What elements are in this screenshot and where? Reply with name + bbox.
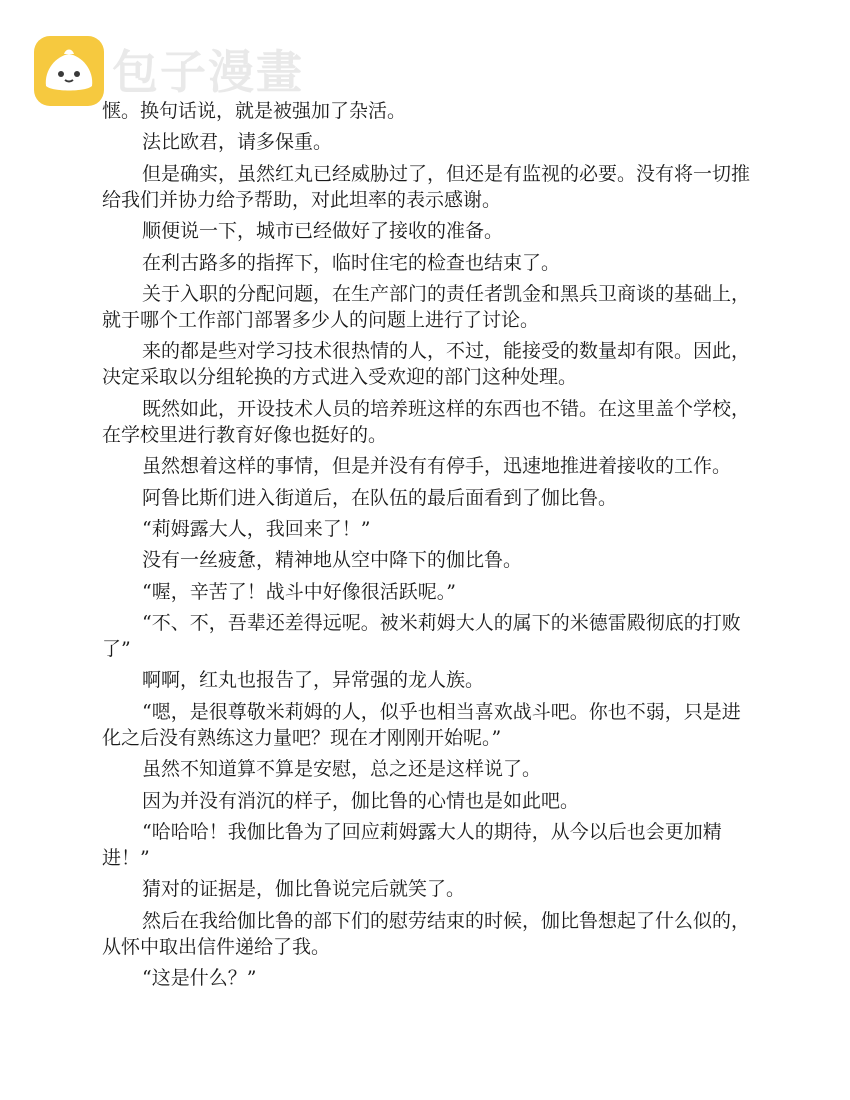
paragraph: 顺便说一下，城市已经做好了接收的准备。 [142,220,504,243]
paragraph: “嗯，是很尊敬米莉姆的人，似乎也相当喜欢战斗吧。你也不弱，只是进化之后没有熟练这力量吧？现在才刚刚开始呢。” [102,700,741,749]
paragraph: 但是确实，虽然红丸已经威胁过了，但还是有监视的必要。没有将一切推给我们并协力给予帮助，对此坦率的表示感谢。 [102,162,751,211]
paragraph: 法比欧君，请多保重。 [142,131,333,154]
paragraph: “这是什么？” [142,967,257,990]
watermark-text: 包子漫畫 [112,45,304,99]
paragraph: 虽然不知道算不算是安慰，总之还是这样说了。 [142,758,542,781]
paragraph: 因为并没有消沉的样子，伽比鲁的心情也是如此吧。 [142,789,580,812]
paragraph: 啊啊，红丸也报告了，异常强的龙人族。 [142,669,485,692]
paragraph: 猜对的证据是，伽比鲁说完后就笑了。 [142,878,466,901]
paragraph: “喔，辛苦了！战斗中好像很活跃呢。” [142,580,456,603]
paragraph: 惬。换句话说，就是被强加了杂活。 [102,100,407,122]
paragraph: 没有一丝疲惫，精神地从空中降下的伽比鲁。 [142,549,523,572]
paragraph: 虽然想着这样的事情，但是并没有有停手，迅速地推进着接收的工作。 [142,455,732,478]
paragraph: 阿鲁比斯们进入街道后，在队伍的最后面看到了伽比鲁。 [142,486,618,509]
paragraph: 然后在我给伽比鲁的部下们的慰劳结束的时候，伽比鲁想起了什么似的，从怀中取出信件递给了我。 [102,909,751,958]
paragraph: “莉姆露大人，我回来了！” [142,517,371,540]
paragraph: 在利古路多的指挥下，临时住宅的检查也结束了。 [142,251,561,274]
paragraph: “哈哈哈！我伽比鲁为了回应莉姆露大人的期待，从今以后也会更加精进！” [102,821,722,870]
paragraph: “不、不，吾辈还差得远呢。被米莉姆大人的属下的米德雷殿彻底的打败了” [102,612,741,661]
bun-logo-icon [34,36,104,106]
paragraph: 来的都是些对学习技术很热情的人，不过，能接受的数量却有限。因此，决定采取以分组轮换的方式进入受欢迎的部门这种处理。 [102,340,751,389]
paragraph: 关于入职的分配问题，在生产部门的责任者凯金和黑兵卫商谈的基础上，就于哪个工作部门部署多少人的问题上进行了讨论。 [102,282,751,331]
paragraph: 既然如此，开设技术人员的培养班这样的东西也不错。在这里盖个学校，在学校里进行教育好像也挺好的。 [102,397,751,446]
document-body [102,98,752,997]
